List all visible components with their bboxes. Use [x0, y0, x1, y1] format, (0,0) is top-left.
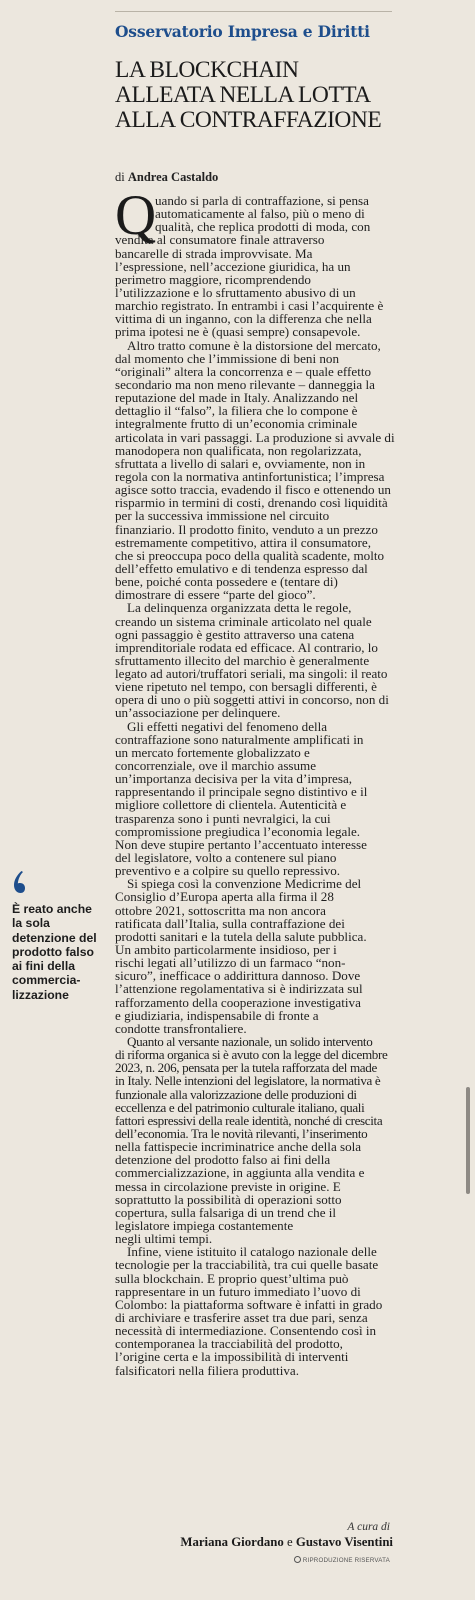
- article-line: tecnologie per la tracciabilità, tra cui quelle basate: [115, 1257, 379, 1273]
- article-line: opera di uno o più soggetti attivi in concorso, non di: [115, 692, 389, 708]
- article-line: l’espressione, nell’accezione giuridica, ha un: [115, 258, 351, 274]
- drop-cap: Q: [115, 184, 157, 247]
- pull-quote-line: È reato anche: [12, 902, 92, 916]
- byline-prefix: di: [115, 170, 125, 184]
- article-line: dell’effetto emulativo e di tendenza espresso dal: [115, 560, 368, 576]
- article-line: viene ripetuto nel tempo, con bersagli differenti, è: [115, 679, 377, 695]
- article-line: funzionale alla valorizzazione delle produzioni di: [115, 1086, 357, 1102]
- headline-line: LA BLOCKCHAIN: [115, 57, 299, 83]
- article-line: finanziario. Il prodotto finito, venduto a un prezzo: [115, 521, 378, 537]
- article-line: sfruttamento illecito del marchio è generalmente: [115, 652, 370, 668]
- article-line: soprattutto la possibilità di operazioni sotto: [115, 1191, 342, 1207]
- article-line: l’origine certa e la impossibilità di interventi: [115, 1349, 349, 1365]
- quote-mark-icon: [12, 870, 26, 894]
- copyright-notice: [294, 1556, 390, 1564]
- article-line: rafforzamento della cooperazione investigativa: [115, 994, 361, 1010]
- article-line: manodopera non qualificata, non regolarizzata,: [115, 442, 362, 458]
- article-line: reputazione del made in Italy. Analizzando nel: [115, 390, 359, 406]
- article-line: preventivo e a colpire su quello repressivo.: [115, 863, 341, 879]
- article-line: Consiglio d’Europa aperta alla firma il 28: [115, 889, 334, 905]
- article-line: perimetro maggiore, ricomprendendo: [115, 271, 311, 287]
- section-title: Osservatorio Impresa e Diritti: [115, 22, 370, 41]
- article-line: contraffazione sono naturalmente amplificati in: [115, 731, 364, 747]
- footer-conjunction: e: [287, 1535, 293, 1549]
- article-line: detenzione del prodotto falso ai fini della: [115, 1152, 331, 1168]
- article-line: legato ad autori/truffatori seriali, ma singoli: il reato: [115, 666, 388, 682]
- article-line: imprenditoriale rodata ed efficace. Al contrario, lo: [115, 639, 378, 655]
- article-line: La delinquenza organizzata detta le regole,: [127, 600, 352, 616]
- article-line: fattori espressivi della reale identità, nonché di crescita: [115, 1112, 383, 1128]
- pull-quote: [12, 870, 110, 1002]
- article-line: prodotti sanitari e la tutela della salute pubblica.: [115, 928, 367, 944]
- copyright-icon: [294, 1556, 301, 1563]
- article-line: falsificatori nella filiera produttiva.: [115, 1362, 299, 1378]
- article-line: rischi legati all’utilizzo di un farmaco “non-: [115, 955, 346, 971]
- article-line: bancarelle di strada improvvisate. Ma: [115, 245, 313, 261]
- article-line: ottobre 2021, sottoscritta ma non ancora: [115, 902, 326, 918]
- top-rule: [115, 11, 392, 12]
- article-line: automaticamente al falso, più o meno di: [155, 206, 365, 222]
- article-line: risparmio in termini di costi, drenando così liquidità: [115, 495, 388, 511]
- article-line: vittima di un inganno, con la differenza che nella: [115, 311, 372, 327]
- article-line: regola con la normativa antinfortunistica; l’impresa: [115, 468, 385, 484]
- article-line: Quanto al versante nazionale, un solido intervento: [127, 1034, 373, 1049]
- article-line: Colombo: la piattaforma software è infatti in grado: [115, 1296, 383, 1312]
- pull-quote-line: prodotto falso: [12, 944, 94, 959]
- article-line: negli ultimi tempi.: [115, 1231, 213, 1247]
- article-line: ratificata dall’Italia, sulla contraffazione dei: [115, 915, 345, 931]
- article-line: uando si parla di contraffazione, si pensa: [155, 193, 369, 208]
- footer-author: Mariana Giordano: [180, 1535, 284, 1549]
- article-line: l’attenzione regolamentativa si è indirizzata sul: [115, 981, 363, 997]
- headline: [115, 58, 415, 133]
- article-line: compromissione pregiudica l’economia legale.: [115, 823, 361, 839]
- pull-quote-text: [12, 902, 110, 1002]
- article-line: Si spiega così la convenzione Medicrime del: [127, 876, 362, 892]
- curated-by-label: A cura di: [347, 1521, 390, 1533]
- pull-quote-line: commercia-: [12, 973, 81, 988]
- article-line: estremamente competitivo, attira il consumatore,: [115, 534, 371, 550]
- article-line: un mercato fortemente globalizzato e: [115, 744, 310, 760]
- article-line: rappresentando il principale segno distintivo e il: [115, 784, 368, 800]
- article-body: [115, 184, 395, 1378]
- article-line: contemporanea la tracciabilità del prodotto,: [115, 1336, 343, 1352]
- article-line: creando un sistema criminale articolato nel quale: [115, 613, 372, 629]
- article-line: per la successiva immissione nel circuito: [115, 508, 330, 524]
- article-line: nella fattispecie incriminatrice anche della sola: [115, 1139, 362, 1155]
- article-line: di riforma organica si è avuto con la legge del dicembre: [115, 1047, 388, 1063]
- article-line: migliore collettore di clientela. Autenticità e: [115, 797, 347, 813]
- article-line: dettaglio il “falso”, la filiera che lo compone è: [115, 403, 358, 419]
- headline-line: ALLA CONTRAFFAZIONE: [115, 107, 382, 133]
- article-line: bene, poiché conta possedere e (tentare di): [115, 574, 338, 590]
- pull-quote-line: lizzazione: [12, 987, 69, 1002]
- article-line: eccellenza e del patrimonio culturale italiano, quali: [115, 1099, 365, 1115]
- article-line: Un ambito particolarmente insidioso, per i: [115, 942, 337, 958]
- article-line: “originali” altera la concorrenza e – quale effetto: [115, 363, 372, 379]
- article-line: trasparenza sono i punti nevralgici, la cui: [115, 810, 331, 826]
- article-line: sicuro”, inefficace o addirittura dannoso. Dove: [115, 968, 361, 984]
- article-line: del legislatore, volto a contenere sul piano: [115, 850, 337, 866]
- article-line: Infine, viene istituito il catalogo nazionale delle: [127, 1244, 377, 1260]
- byline-author: Andrea Castaldo: [127, 170, 219, 184]
- article-line: dal momento che l’immissione di beni non: [115, 350, 340, 366]
- article-line: necessità di intermediazione. Consentendo così in: [115, 1323, 377, 1339]
- article-line: concorrenziale, ove il marchio assume: [115, 758, 317, 774]
- pull-quote-line: ai fini della: [12, 959, 75, 974]
- article-line: l’utilizzazione e lo sfruttamento abusivo di un: [115, 284, 356, 300]
- article-line: un’importanza decisiva per la vita d’impresa,: [115, 771, 353, 787]
- article-line: qualità, che replica prodotti di moda, con: [155, 219, 371, 235]
- article-line: che si preoccupa poco della qualità scadente, molto: [115, 547, 385, 563]
- article-line: un’associazione per delinquere.: [115, 705, 281, 721]
- byline: [115, 170, 218, 185]
- article-line: Altro tratto comune è la distorsione del mercato,: [127, 337, 381, 353]
- article-line: ogni passaggio è gestito attraverso una catena: [115, 626, 355, 642]
- scrollbar-thumb[interactable]: [466, 1087, 470, 1194]
- article-line: rappresentare in un futuro immediato l’uovo di: [115, 1283, 361, 1299]
- article-line: secondario ma non meno rilevante – danneggia la: [115, 376, 375, 392]
- article-line: Gli effetti negativi del fenomeno della: [127, 718, 328, 734]
- article-line: e giudiziaria, indispensabile di fronte a: [115, 1007, 319, 1023]
- pull-quote-line: detenzione del: [12, 930, 97, 945]
- article-line: di archiviare e trasferire asset tra due pari, senza: [115, 1309, 368, 1325]
- footer-authors: [180, 1535, 393, 1550]
- headline-line: ALLEATA NELLA LOTTA: [115, 82, 371, 108]
- article-line: legislatore impiega costantemente: [115, 1217, 294, 1233]
- article-line: integralmente frutto di un’economia criminale: [115, 416, 358, 432]
- article-line: prima ipotesi ne è (quasi sempre) consapevole.: [115, 324, 361, 340]
- article-line: 2023, n. 206, pensata per la tutela rafforzata del made: [115, 1060, 377, 1076]
- article-line: messa in circolazione previste in origine. E: [115, 1178, 341, 1194]
- article-line: sulla blockchain. E proprio quest’ultima può: [115, 1270, 349, 1286]
- article-line: marchio registrato. In entrambi i casi l’acquirente è: [115, 298, 384, 314]
- pull-quote-line: la sola: [12, 916, 50, 931]
- article-line: commercializzazione, in aggiunta alla vendita e: [115, 1165, 365, 1181]
- article-line: sfruttata a livello di salari e, ovviamente, non in: [115, 455, 366, 471]
- footer-author: Gustavo Visentini: [295, 1535, 393, 1549]
- article-line: copertura, sulla falsariga di un trend che il: [115, 1204, 337, 1220]
- article-line: in Italy. Nelle intenzioni del legislatore, la normativa è: [115, 1073, 381, 1089]
- copyright-text: RIPRODUZIONE RISERVATA: [302, 1557, 390, 1564]
- article-line: dell’economia. Tra le novità rilevanti, l’inserimento: [115, 1125, 368, 1141]
- article-line: agisce sotto traccia, evadendo il fisco e ottenendo un: [115, 482, 391, 498]
- article-line: vendita al consumatore finale attraverso: [115, 232, 325, 248]
- article-line: articolata in vari passaggi. La produzione si avvale di: [115, 429, 395, 445]
- article-line: condotte transfrontaliere.: [115, 1020, 247, 1036]
- article-line: Non deve stupire pertanto l’accentuato interesse: [115, 836, 367, 852]
- article-line: dimostrare di essere “parte del gioco”.: [115, 587, 316, 603]
